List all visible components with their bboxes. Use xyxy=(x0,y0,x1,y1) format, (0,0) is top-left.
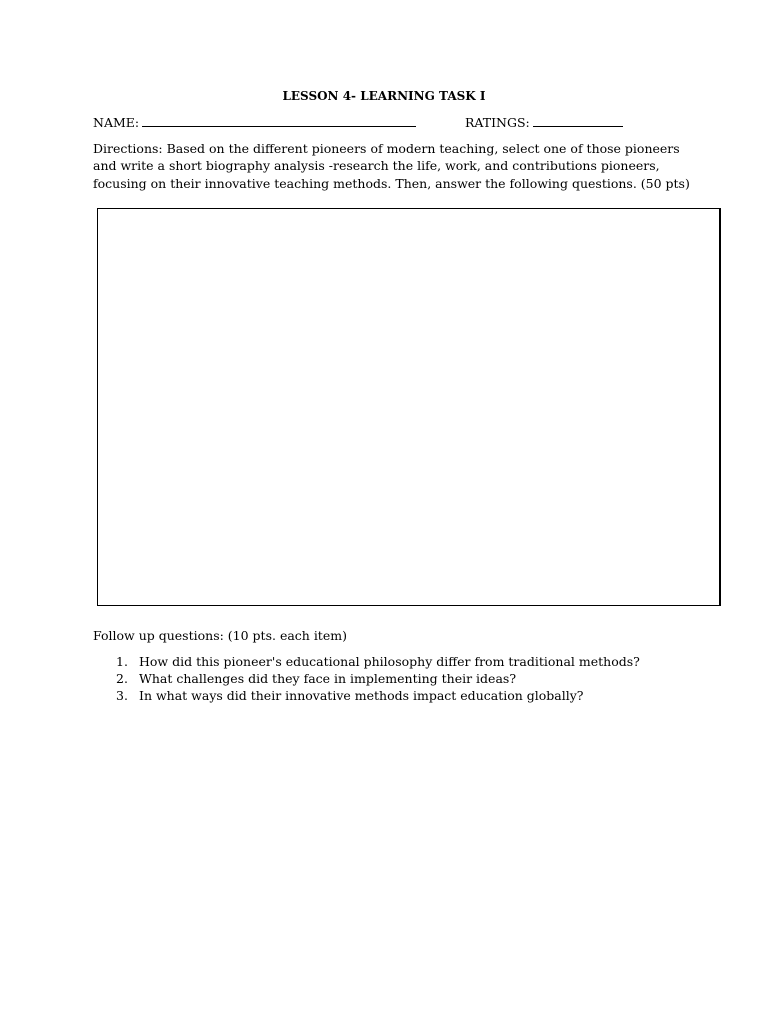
name-blank-line[interactable] xyxy=(142,115,416,127)
followup-heading: Follow up questions: (10 pts. each item) xyxy=(93,628,347,643)
page-title: LESSON 4- LEARNING TASK I xyxy=(282,89,486,103)
ratings-blank-line[interactable] xyxy=(533,115,623,127)
name-field-row xyxy=(93,114,416,131)
question-text: How did this pioneer's educational philosophy differ from traditional methods? xyxy=(139,654,640,669)
question-number: 1. xyxy=(116,654,128,669)
name-label: NAME: xyxy=(93,115,140,130)
question-number: 3. xyxy=(116,688,128,704)
ratings-label: RATINGS: xyxy=(465,115,530,130)
biography-answer-box[interactable] xyxy=(97,208,721,606)
question-number: 2. xyxy=(116,671,128,687)
directions-paragraph: Directions: Based on the different pioneers of modern teaching, select one of those pioneers and write a short biography analysis -research the life, work, and contributions pioneers, focusing on their innovative teaching methods. Then, answer the following questions. (50 pts) xyxy=(93,141,690,191)
question-text: What challenges did they face in implementing their ideas? xyxy=(139,671,517,687)
question-text: In what ways did their innovative methods impact education globally? xyxy=(139,688,584,704)
ratings-field-row xyxy=(465,114,623,131)
